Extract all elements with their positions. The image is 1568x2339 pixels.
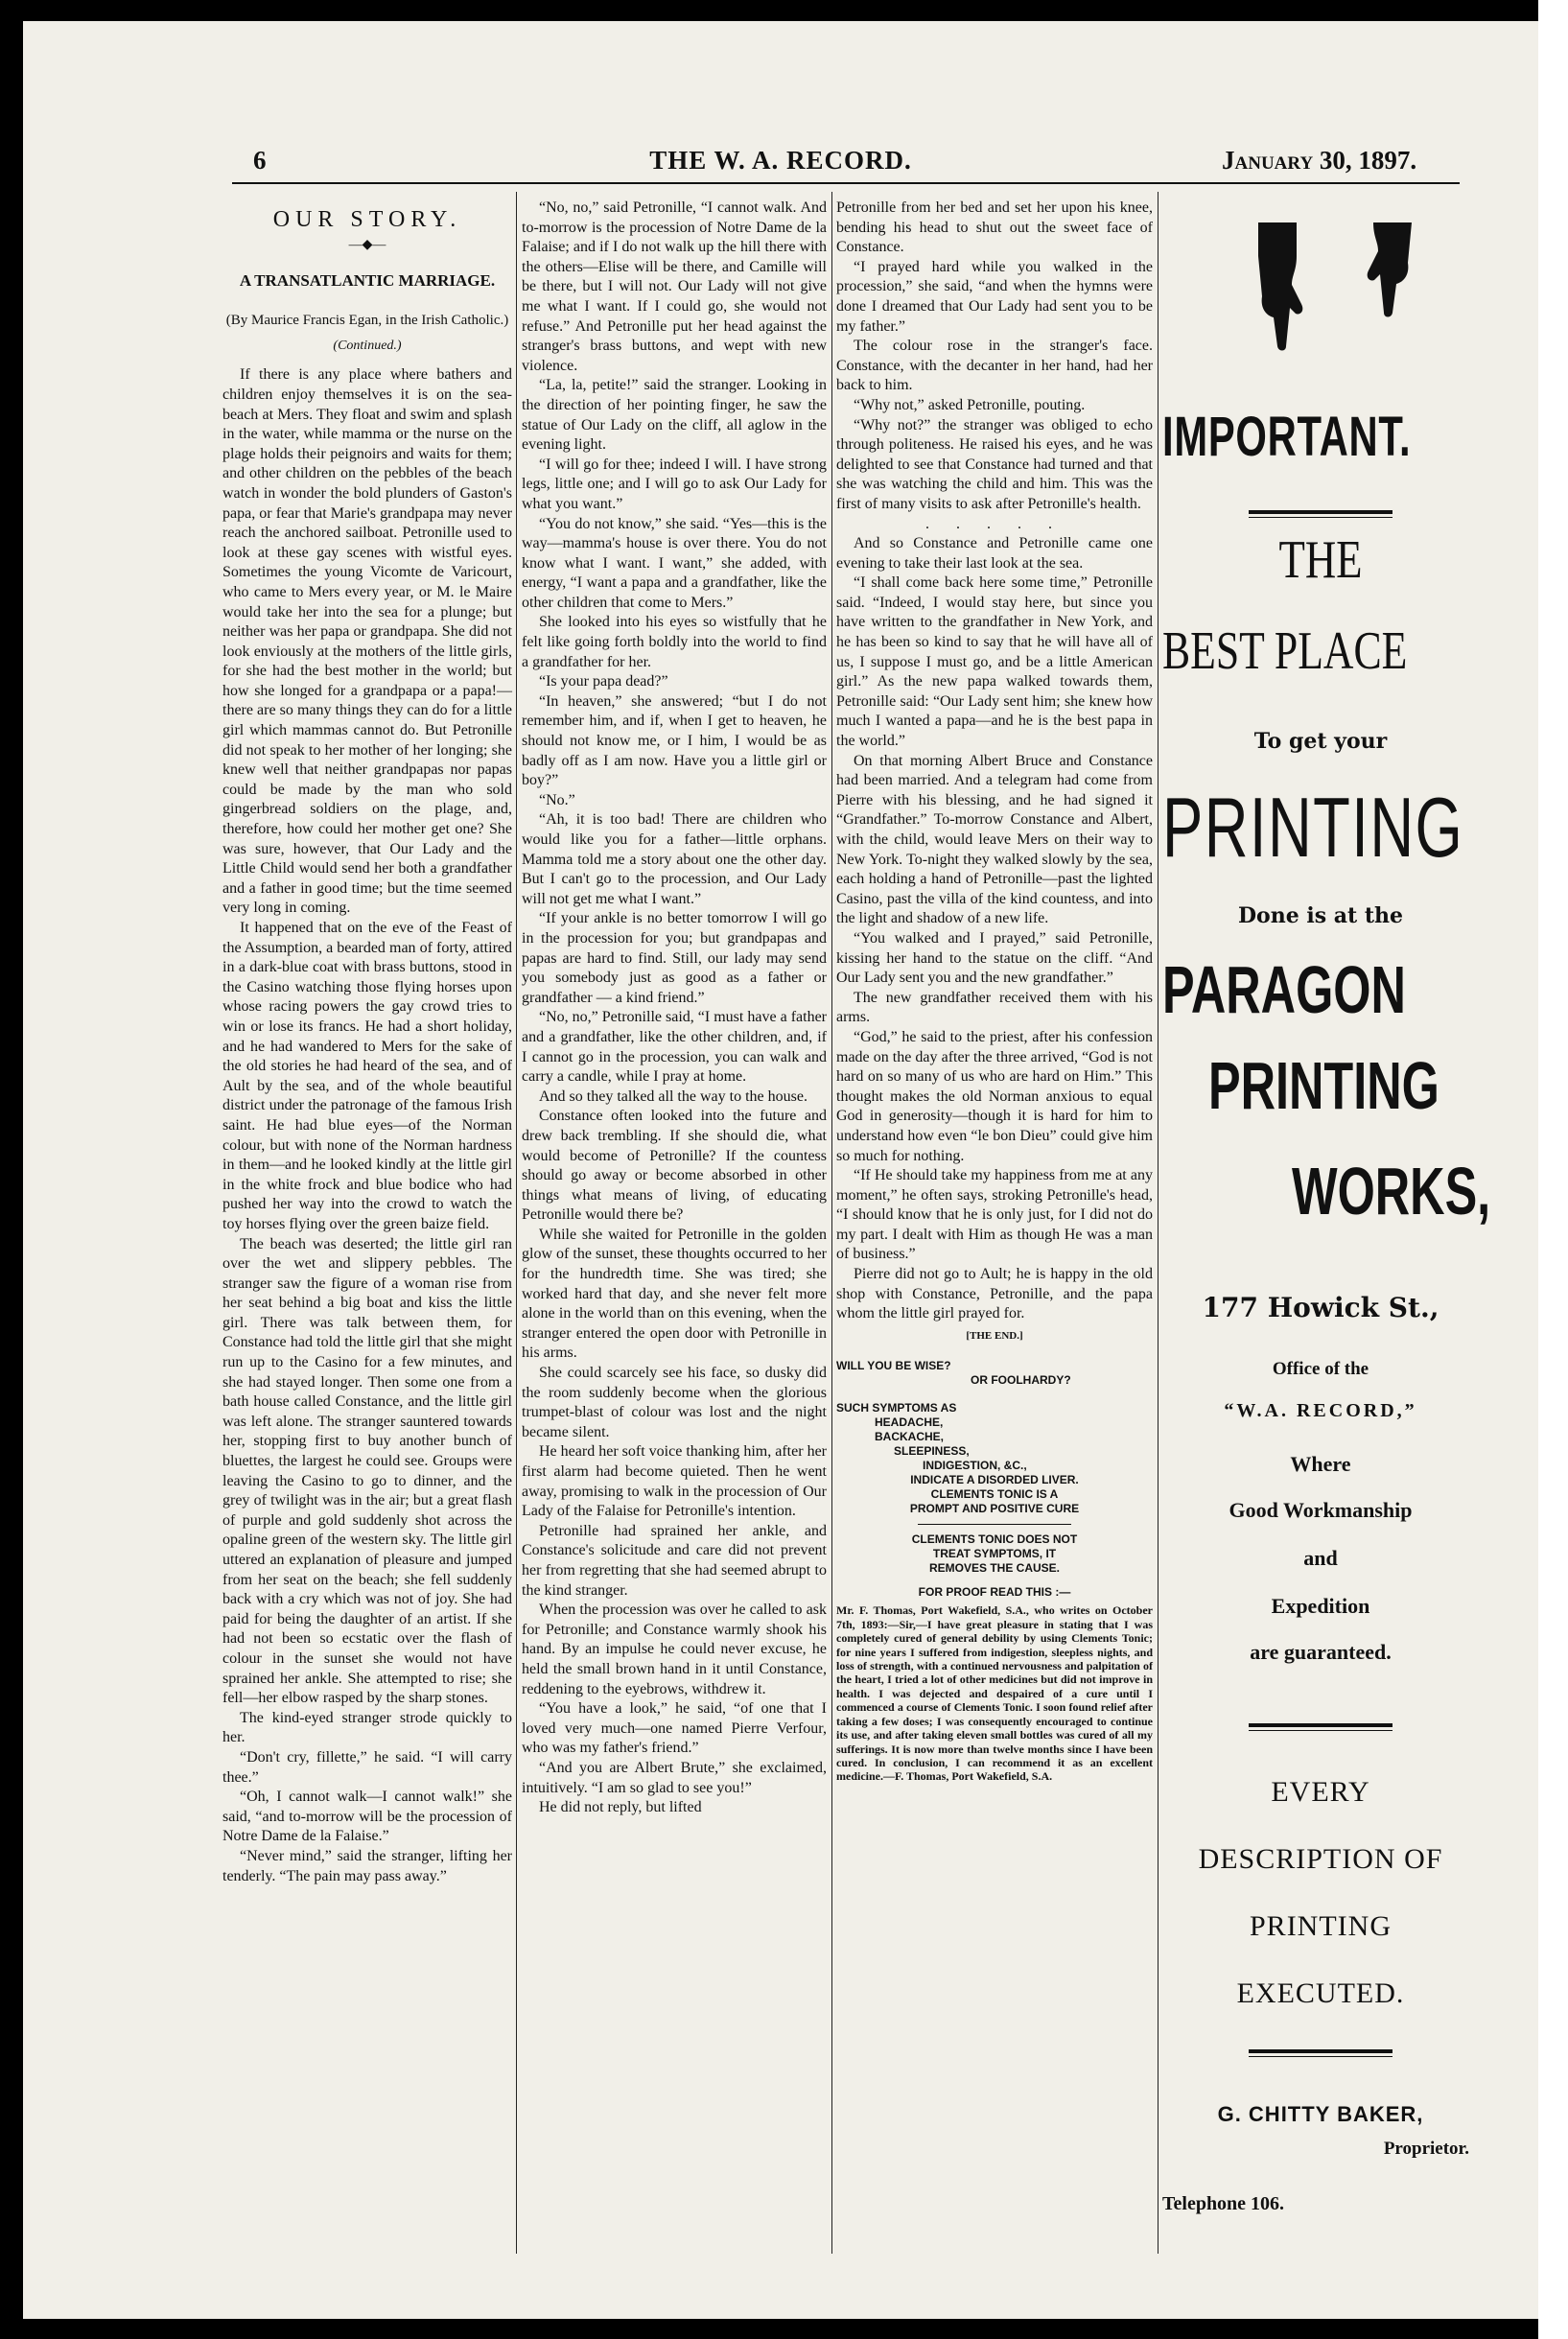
paragraph: “If He should take my happiness from me at any moment,” he often says, stroking Petronille's head, “I should know that he is only just, for I did not do my part. I dealt with Him as though He was a man of business.” — [836, 1167, 1153, 1263]
testimonial: Mr. F. Thomas, Port Wakefield, S.A., who writes on October 7th, 1893:—Sir,—I have great pleasure in stating that I was completely cured of general debility by using Clements Tonic; for nine years I suffered from indigestion, sleepless nights, and loss of strength, with a continued nervousness and palpitation of the heart, I tried a lot of other medicines but did not improve in health. I was dejected and despaired of a cure until I commenced a course of Clements Tonic. I soon found relief after taking a few doses; I was consequently encouraged to continue its use, and after taking eleven small bottles was cured of all my sufferings. It is now more than twelve months since I have been cured. In conclusion, I can recommend it as an excellent medicine.—F. Thomas, Port Wakefield, S.A. — [836, 1603, 1153, 1784]
paragraph: “You do not know,” she said. “Yes—this is the way—mamma's house is over there. You do not know what I want. I want,” she added, with energy, “I want a papa and a grandfather, like the other children that come to Mers.” — [522, 515, 827, 611]
story-column-1 — [222, 199, 512, 1886]
paragraph: The colour rose in the stranger's face. Constance, with the decanter in her hand, had her back to him. — [836, 338, 1153, 394]
paragraph: “No, no,” said Petronille, “I cannot walk. And to-morrow is the procession of Notre Dame de la Falaise; and if I do not walk up the hill there with the others—Elise will be there, and Camille will be there, but I will not. Our Lady will not give me what I want. If I could go, she would not refuse.” And Petronille put her head against the stranger's brass buttons, and wept with new violence. — [522, 199, 827, 374]
paragraph: Pierre did not go to Ault; he is happy in the old shop with Constance, Petronille, and the papa whom the little girl prayed for. — [836, 1266, 1153, 1322]
paragraph: “In heaven,” she answered; “but I do not remember him, and if, when I get to heaven, he should not know me, or I him, I would be as badly off as I am now. Have you a little girl or boy?” — [522, 692, 827, 789]
paragraph: And so Constance and Petronille came one evening to take their last look at the sea. — [836, 535, 1153, 572]
ad-line-and: and — [1303, 1546, 1338, 1570]
paragraph: “No.” — [539, 791, 575, 808]
scan-margin — [1538, 0, 1568, 2339]
masthead: THE W. A. RECORD. — [649, 146, 912, 175]
symptom-list — [836, 1401, 1153, 1516]
ad-line-printing-small: PRINTING — [1250, 1910, 1392, 1942]
proof-heading: FOR PROOF READ THIS :— — [918, 1585, 1071, 1600]
proprietor-title: Proprietor. — [1383, 2139, 1469, 2159]
ad-line-every: EVERY — [1271, 1776, 1370, 1808]
paragraph: “Is your papa dead?” — [539, 673, 668, 690]
advert-question: OR FOOLHARDY? — [971, 1373, 1071, 1388]
double-rule — [1249, 2049, 1392, 2053]
section-break: . . . . . — [925, 515, 1064, 532]
important-heading: IMPORTANT. — [1162, 406, 1412, 468]
paragraph: The beach was deserted; the little girl ran over the wet and slippery pebbles. The stranger saw the figure of a woman rise from her seat behind a big boat and kiss the little girl. There was talk between them, for Constance had told the little girl that she might run up to the Casino for a few minutes, and she had stayed longer. Then some one from a bath house called Constance, and the little girl was left alone. The stranger sauntered towards her, stopping first to buy another bunch of bluettes, the largest he could see. Groups were leaving the Casino to go to dinner, and the grey of twilight was in the air; but a great flash of purple and gold suddenly shot across the opaline green of the western sky. The little girl uttered an explanation of pleasure and jumped from her seat on the beach; she fell suddenly back with a cry which was not of joy. She had paid for being the daughter of an artist. If she had not been so ecstatic over the flash of colour in the sunset she would not have sprained her ankle. She attempted to rise; she fell—her elbow rasped by the sharp stones. — [222, 1235, 512, 1707]
double-rule — [1249, 1723, 1392, 1727]
paragraph: “Why not,” asked Petronille, pouting. — [854, 396, 1086, 413]
ad-line-executed: EXECUTED. — [1236, 1977, 1405, 2009]
paragraph: Constance often looked into the future and drew back trembling. If she should die, what would become of Petronille? If the countess should go away or become absorbed in other things what means of living, of educating Petronille would there be? — [522, 1108, 827, 1224]
clements-tonic-advert — [836, 1359, 1153, 1600]
page-number: 6 — [253, 146, 267, 175]
paragraph: The kind-eyed stranger strode quickly to her. — [222, 1709, 512, 1746]
continued-note: (Continued.) — [333, 338, 402, 353]
paragraph: While she waited for Petronille in the golden glow of the sunset, these thoughts occurred to her for the hundredth time. She was tired; she worked hard that day, and she never felt more alone in the world than on this evening, when the stranger entered the open door with Petronille in his arms. — [522, 1226, 827, 1362]
issue-date: January 30, 1897. — [1222, 146, 1417, 175]
ad-address: 177 Howick St., — [1202, 1292, 1439, 1323]
paragraph: On that morning Albert Bruce and Constance had been married. And a telegram had come from Pierre with his blessing, and he had signed it “Grandfather.” To-morrow Constance and Albert, with the child, would leave Mers on their way to New York. To-night they walked slowly by the sea, each holding a hand of Petronille—past the lighted Casino, past the villa of the kind countess, and into the light and shadow of a new life. — [836, 752, 1153, 927]
ad-office-of: Office of the — [1272, 1359, 1369, 1379]
ad-line-works: WORKS, — [1292, 1154, 1491, 1228]
ad-line-expedition: Expedition — [1271, 1594, 1370, 1618]
ad-line-best-place: BEST PLACE — [1162, 621, 1408, 681]
symptom-line: HEADACHE, — [875, 1415, 944, 1430]
ornament: —◆— — [348, 237, 386, 252]
claim-line: CLEMENTS TONIC DOES NOT — [911, 1532, 1078, 1547]
paragraph: If there is any place where bathers and children enjoy themselves it is on the sea-beach at Mers. They float and swim and splash in the water, while mamma or the nurse on the plage holds their peignoirs and waits for them; and other children on the pebbles of the beach watch in wonder the bold plunders of Gaston's papa, or fear that Marie's grandpapa may never reach the anchored sailboat. Petronille used to look at these gay scenes with wistful eyes. Sometimes the young Vicomte de Varicourt, who came to Mers every year, or M. le Maire would take her into the sea for a plunge; but neither was her papa or grandpapa. She did not look enviously at the mothers of the little girls, for she had the best mother in the world; but how she longed for a grandpapa or a papa!—there are so many things they can do for a little girl which mammas cannot do. But Petronille did not speak to her mother of her longing; she knew well that neither grandpapas nor papas could be made by the man who sold gingerbread soldiers on the plage, and, therefore, how could her mother get one? She was sure, however, that Our Lady and the Little Child would send her both a grandfather and a father in good time; but the time seemed very long in coming. — [222, 366, 512, 917]
ad-line-printing: PRINTING — [1162, 780, 1464, 875]
paragraph: “God,” he said to the priest, after his confession made on the day after the three arrived, “God is not hard on so many of us who are hard on Him.” This thought makes the old Norman anxious to equal God in generosity—though it is hard for him to understand how even “le bon Dieu” could give him so much for nothing. — [836, 1028, 1153, 1164]
paragraph: She could scarcely see his face, so dusky did the room suddenly become when the glorious trumpet-blast of colour was lost and the night became silent. — [522, 1365, 827, 1440]
claim-line: REMOVES THE CAUSE. — [928, 1561, 1061, 1576]
symptom-line: CLEMENTS TONIC IS A — [930, 1487, 1059, 1502]
paragraph: “And you are Albert Brute,” she exclaimed, intuitively. “I am so glad to see you!” — [522, 1759, 827, 1796]
section-heading: OUR STORY. — [272, 207, 462, 232]
divider — [918, 1524, 1071, 1525]
paragraph: She looked into his eyes so wistfully that he felt like going forth boldly into the world to find a grandfather for her. — [522, 614, 827, 670]
ad-line-description: DESCRIPTION OF — [1198, 1843, 1443, 1875]
byline: (By Maurice Francis Egan, in the Irish Catholic.) — [225, 313, 509, 329]
page-header — [23, 127, 1538, 175]
ad-line-done-at: Done is at the — [1237, 903, 1404, 928]
paragraph: “You walked and I prayed,” said Petronille, kissing her hand to the statue on the cliff. “And Our Lady sent you and the new grandfather.” — [836, 929, 1153, 987]
paragraph: “If your ankle is no better tomorrow I will go in the procession for you; but grandpapas and papas are hard to find. Still, our lady may send you somebody just as good as a father or grandfather — a kind friend.” — [522, 910, 827, 1006]
end-mark: [THE END.] — [966, 1329, 1023, 1342]
header-rule — [232, 182, 1460, 184]
column-divider — [516, 192, 517, 2254]
ad-line-paragon: PARAGON — [1162, 952, 1406, 1027]
does-not-block — [836, 1532, 1153, 1576]
claim-line: TREAT SYMPTOMS, IT — [932, 1547, 1057, 1561]
symptom-line: SLEEPINESS, — [894, 1444, 970, 1459]
paragraph: “Oh, I cannot walk—I cannot walk!” she said, “and to-morrow will be the procession of Notre Dame de la Falaise.” — [222, 1789, 512, 1845]
ad-line-to-get: To get your — [1253, 729, 1388, 754]
paragraph: He did not reply, but lifted — [539, 1799, 702, 1816]
paragraph: “Never mind,” said the stranger, lifting her tenderly. “The pain may pass away.” — [222, 1847, 512, 1884]
ad-record-name: “W.A. RECORD,” — [1224, 1400, 1417, 1421]
paragraph: “No, no,” Petronille said, “I must have a father and a grandfather, like the other children, and, if I cannot go in the procession, you can walk and carry a candle, while I pray at home. — [522, 1009, 827, 1086]
story-column-3 — [836, 199, 1153, 1784]
paragraph: “I shall come back here some time,” Petronille said. “Indeed, I would stay here, but since you have written to the grandfather in New York, and he has been so kind to say that he will have all of us, I suppose I must go, and be a little American girl.” As the new papa walked towards them, Petronille said: “Our Lady sent him; she knew how much I wanted a papa—and he is the best papa in the world.” — [836, 574, 1153, 750]
paragraph: It happened that on the eve of the Feast of the Assumption, a bearded man of forty, attired in a dark-blue coat with brass buttons, stood in the Casino watching those flying horses upon whose racing powers the gay crowd tries to win or lose its francs. He had a short holiday, and he had wandered to Mers for the sake of the old stories he had heard of the sea, and of Ault by the sea, and of the whole beautiful district under the patronage of the famous Irish saint. He had blue eyes—of the Norman colour, but with none of the Norman hardness in them—and he looked kindly at the little girl in the white frock and blue bodice who had pushed her way into the crowd to watch the toy horses flying over the green baize field. — [222, 920, 512, 1232]
paragraph: “Don't cry, fillette,” he said. “I will carry thee.” — [222, 1748, 512, 1786]
symptom-line: PROMPT AND POSITIVE CURE — [909, 1502, 1080, 1516]
paragraph: “You have a look,” he said, “of one that I loved very much—one named Pierre Verfour, who was my father's friend.” — [522, 1700, 827, 1757]
ad-line-good-workmanship: Good Workmanship — [1229, 1498, 1413, 1522]
symptom-line: BACKACHE, — [875, 1430, 944, 1444]
advert-question: WILL YOU BE WISE? — [836, 1359, 951, 1373]
double-rule — [1249, 510, 1392, 514]
paragraph: When the procession was over he called to ask for Petronille; and Constance warmly shook his hand. By an impulse he could never excuse, he held the small brown hand in it until Constance, reddening to the eyebrows, withdrew it. — [522, 1602, 827, 1697]
column-divider — [831, 192, 832, 2254]
paragraph: “I will go for thee; indeed I will. I have strong legs, little one; and I will go to ask Our Lady for what you want.” — [522, 456, 827, 512]
paragraph: “I prayed hard while you walked in the procession,” she said, “and when the hymns were done I dreamed that Our Lady had sent you to be my father.” — [836, 258, 1153, 335]
ad-line-the: THE — [1278, 530, 1363, 590]
newspaper-page — [23, 21, 1538, 2319]
ad-line-printing-bold: PRINTING — [1208, 1048, 1439, 1123]
telephone: Telephone 106. — [1162, 2193, 1285, 2214]
proprietor-name: G. CHITTY BAKER, — [1217, 2102, 1424, 2126]
story-column-2 — [522, 199, 827, 1818]
symptom-line: SUCH SYMPTOMS AS — [836, 1401, 957, 1415]
paragraph: Petronille from her bed and set her upon his knee, bending his head to shut out the sweet face of Constance. — [836, 199, 1153, 256]
ad-line-where: Where — [1290, 1452, 1351, 1476]
paragraph: The new grandfather received them with his arms. — [836, 989, 1153, 1026]
paragraph: “La, la, petite!” said the stranger. Looking in the direction of her pointing finger, he saw the statue of Our Lady on the cliff, all aglow in the evening light. — [522, 377, 827, 454]
story-title: A TRANSATLANTIC MARRIAGE. — [239, 271, 496, 291]
symptom-line: INDIGESTION, &C., — [923, 1459, 1027, 1473]
ad-line-guaranteed: are guaranteed. — [1250, 1640, 1392, 1664]
symptom-line: INDICATE A DISORDED LIVER. — [910, 1473, 1079, 1487]
paragraph: And so they talked all the way to the house. — [539, 1088, 807, 1105]
paragraph: “Ah, it is too bad! There are children who would like you for a father—little orphans. Mamma told me a story about one the other day. But I can't go to the procession, and Our Lady will not get me what I want.” — [522, 811, 827, 907]
paragraph: Petronille had sprained her ankle, and Constance's solicitude and care did not prevent her from regretting that she had seemed abrupt to the kind stranger. — [522, 1522, 827, 1599]
paragraph: He heard her soft voice thanking him, after her first alarm had become quieted. Then he went away, promising to walk in the procession of Our Lady of the Falaise for Petronille's intention. — [522, 1443, 827, 1520]
paragraph: “Why not?” the stranger was obliged to echo through politeness. He raised his eyes, and he was delighted to see that Constance had turned and that she was watching the child and him. This was the first of many visits to ask after Petronille's health. — [836, 416, 1153, 512]
pointing-hands-icon — [1239, 213, 1431, 376]
